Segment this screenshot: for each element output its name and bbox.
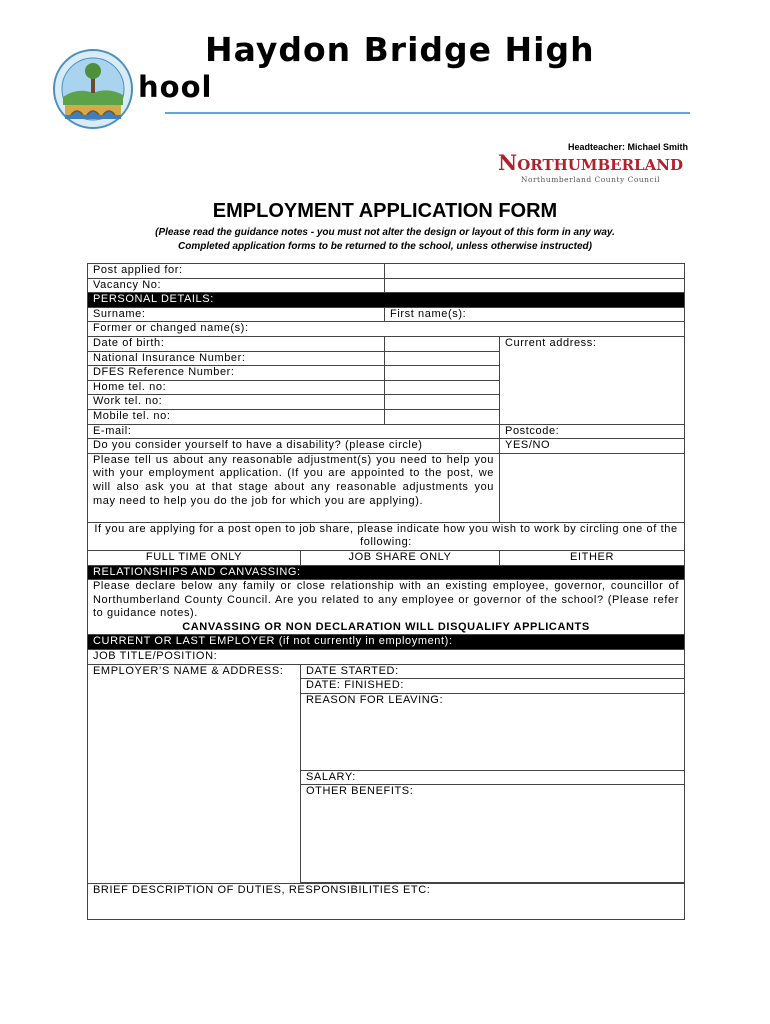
adjustments-field[interactable] [500,453,685,522]
home-tel-label: Home tel. no: [88,380,385,395]
dfes-ref-field[interactable] [385,366,500,381]
guidance-note-2: Completed application forms to be returned to the school, unless otherwise instructed) [178,241,592,252]
current-address-field[interactable]: Current address: [500,336,685,424]
first-names-field[interactable]: First name(s): [385,307,685,322]
work-tel-field[interactable] [385,395,500,410]
post-applied-field[interactable] [385,264,685,279]
mobile-tel-field[interactable] [385,409,500,424]
ni-number-field[interactable] [385,351,500,366]
disability-question: Do you consider yourself to have a disability? (please circle) [88,439,500,454]
application-form-table [87,263,685,920]
mobile-tel-label: Mobile tel. no: [88,409,385,424]
postcode-field[interactable]: Postcode: [500,424,685,439]
council-logo-subtitle: Northumberland County Council [520,175,660,184]
canvassing-warning: CANVASSING OR NON DECLARATION WILL DISQUALIFY APPLICANTS [182,620,590,633]
relationships-text: Please declare below any family or close relationship with an existing employee, governor, councillor of Northumberland County Council. Are you related to any employee or governor of the school? (Please refer to guidance notes). [93,580,680,620]
duties-field[interactable]: BRIEF DESCRIPTION OF DUTIES, RESPONSIBILITIES ETC: [88,884,685,920]
option-job-share[interactable]: JOB SHARE ONLY [301,550,500,565]
option-full-time[interactable]: FULL TIME ONLY [88,550,301,565]
option-either[interactable]: EITHER [500,550,685,565]
header-rule [165,112,690,114]
council-logo-wordmark: Northumberland [498,150,683,175]
council-logo [498,150,683,184]
headteacher-label: Headteacher: Michael Smith [567,142,688,152]
dfes-ref-label: DFES Reference Number: [88,366,385,381]
job-share-question: If you are applying for a post open to job share, please indicate how you wish to work by circling one of the following: [88,522,685,550]
surname-field[interactable]: Surname: [88,307,385,322]
email-field[interactable]: E-mail: [88,424,500,439]
school-title-continued: hool [138,70,213,104]
adjustments-question: Please tell us about any reasonable adjustment(s) you need to help you with your employment application. (If you are appointed to the post, we will also ask you at that stage about any reasonable adjustments you may need to help you do the job for which you are applying). [88,453,500,522]
post-applied-label: Post applied for: [88,264,385,279]
salary-field[interactable]: SALARY: [301,770,685,785]
relationships-heading: RELATIONSHIPS AND CANVASSING: [88,565,685,580]
ni-number-label: National Insurance Number: [88,351,385,366]
date-finished-field[interactable]: DATE: FINISHED: [301,679,685,694]
home-tel-field[interactable] [385,380,500,395]
school-crest-icon [53,49,133,129]
guidance-note-1: (Please read the guidance notes - you must not alter the design or layout of this form in any way. [155,227,615,238]
relationships-declaration[interactable] [88,580,685,635]
work-tel-label: Work tel. no: [88,395,385,410]
employer-name-address-field[interactable]: EMPLOYER’S NAME & ADDRESS: [88,664,301,884]
vacancy-no-label: Vacancy No: [88,278,385,293]
dob-field[interactable] [385,336,500,351]
former-names-field[interactable]: Former or changed name(s): [88,322,685,337]
other-benefits-field[interactable]: OTHER BENEFITS: [301,785,685,883]
job-title-field[interactable]: JOB TITLE/POSITION: [88,650,685,665]
current-employer-heading: CURRENT OR LAST EMPLOYER (if not currently in employment): [88,635,685,650]
date-started-field[interactable]: DATE STARTED: [301,664,685,679]
personal-details-heading: PERSONAL DETAILS: [88,293,685,308]
reason-leaving-field[interactable]: REASON FOR LEAVING: [301,693,685,770]
disability-yes-no[interactable]: YES/NO [500,439,685,454]
dob-label: Date of birth: [88,336,385,351]
form-title: EMPLOYMENT APPLICATION FORM [212,200,558,222]
school-title: Haydon Bridge High [205,30,595,69]
vacancy-no-field[interactable] [385,278,685,293]
